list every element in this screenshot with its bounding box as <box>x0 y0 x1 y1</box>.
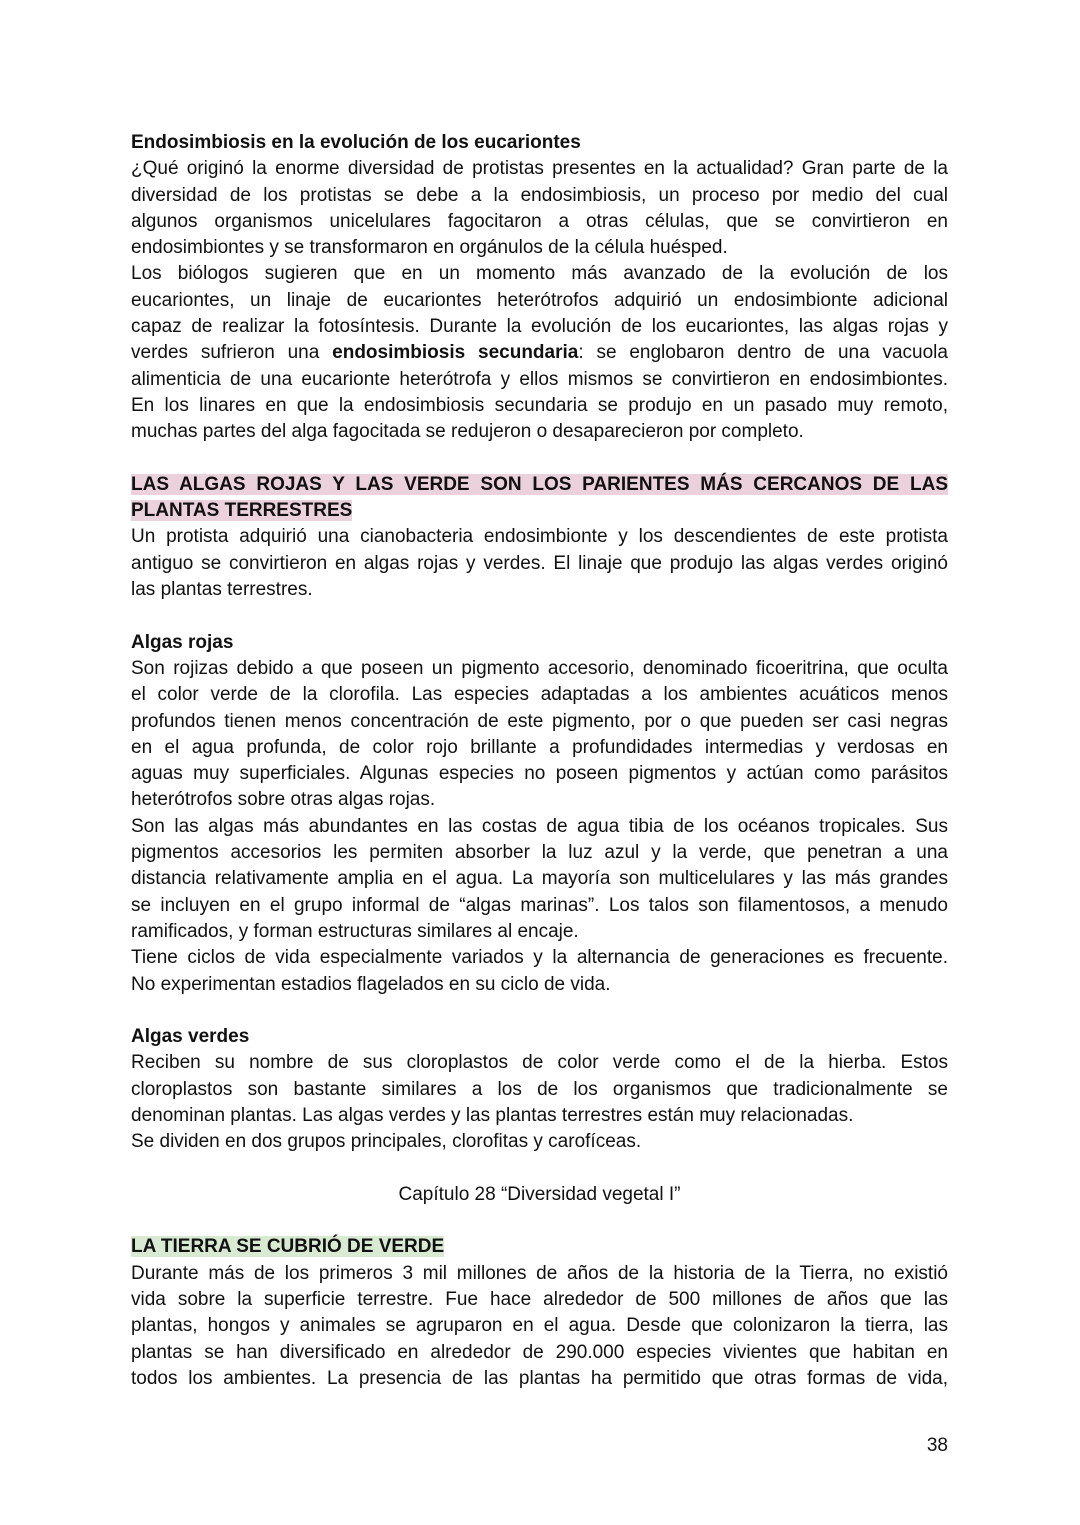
paragraph-line: las plantas terrestres. <box>131 579 313 601</box>
paragraph-line: distancia relativamente amplia en el agua. La mayoría son multicelulares y las más grandes <box>131 868 948 890</box>
paragraph-line: Son rojizas debido a que poseen un pigmento accesorio, denominado ficoeritrina, que oculta <box>131 657 948 679</box>
paragraph-line: Tiene ciclos de vida especialmente variados y la alternancia de generaciones es frecuente. <box>131 947 948 969</box>
chapter-title: Capítulo 28 “Diversidad vegetal I” <box>398 1183 681 1205</box>
text-span: : se englobaron dentro de una vacuola <box>578 342 948 364</box>
paragraph-line: eucariontes, un linaje de eucariontes heterótrofos adquirió un endosimbionte adicional <box>131 289 948 311</box>
paragraph-line: ¿Qué originó la enorme diversidad de protistas presentes en la actualidad? Gran parte de la <box>131 158 948 180</box>
section-heading-tierra <box>131 1234 948 1260</box>
paragraph-line: cloroplastos son bastante similares a los de los organismos que tradicionalmente se <box>131 1078 948 1100</box>
paragraph-line: algunos organismos unicelulares fagocitaron a otras células, que se convirtieron en <box>131 210 948 232</box>
paragraph-line: aguas muy superficiales. Algunas especies no poseen pigmentos y actúan como parásitos <box>131 763 948 785</box>
paragraph-line: plantas, hongos y animales se agruparon en el agua. Desde que colonizaron la tierra, las <box>131 1315 948 1337</box>
paragraph-line: se incluyen en el grupo informal de “algas marinas”. Los talos son filamentosos, a menudo <box>131 894 948 916</box>
paragraph-line: muchas partes del alga fagocitada se redujeron o desaparecieron por completo. <box>131 421 804 443</box>
paragraph-line: ramificados, y forman estructuras similares al encaje. <box>131 920 579 942</box>
spacer <box>131 1156 948 1182</box>
page-number: 38 <box>926 1435 948 1456</box>
bold-term: endosimbiosis secundaria <box>332 342 579 364</box>
paragraph-line: diversidad de los protistas se debe a la endosimbiosis, un proceso por medio del cual <box>131 184 948 206</box>
paragraph-line: todos los ambientes. La presencia de las plantas ha permitido que otras formas de vida, <box>131 1367 948 1389</box>
section-heading-parientes <box>131 472 948 498</box>
section-heading-endosimbiosis: Endosimbiosis en la evolución de los eucariontes <box>131 132 581 153</box>
document-page <box>131 130 948 1392</box>
paragraph-line: heterótrofos sobre otras algas rojas. <box>131 789 436 811</box>
section-heading-parientes-cont <box>131 498 948 524</box>
section-heading-algas-verdes: Algas verdes <box>131 1026 250 1048</box>
paragraph-line: plantas se han diversificado en alrededor de 290.000 especies vivientes que habitan en <box>131 1341 948 1363</box>
highlighted-heading: LA TIERRA SE CUBRIÓ DE VERDE <box>131 1236 445 1258</box>
paragraph-line: vida sobre la superficie terrestre. Fue hace alrededor de 500 millones de años que las <box>131 1289 948 1311</box>
paragraph-line: Son las algas más abundantes en las costas de agua tibia de los océanos tropicales. Sus <box>131 815 948 837</box>
paragraph-line: profundos tienen menos concentración de este pigmento, por o que pueden ser casi negras <box>131 710 948 732</box>
text-span: verdes sufrieron una <box>131 342 333 364</box>
spacer <box>131 1208 948 1234</box>
spacer <box>131 603 948 629</box>
highlighted-heading: LAS ALGAS ROJAS Y LAS VERDE SON LOS PARIENTES MÁS CERCANOS DE LAS <box>131 473 948 495</box>
paragraph-line: pigmentos accesorios les permiten absorber la luz azul y la verde, que penetran a una <box>131 842 948 864</box>
paragraph-line: En los linares en que la endosimbiosis secundaria se produjo en un pasado muy remoto, <box>131 394 948 416</box>
paragraph-line: Los biólogos sugieren que en un momento más avanzado de la evolución de los <box>131 263 948 285</box>
paragraph-line: capaz de realizar la fotosíntesis. Durante la evolución de los eucariontes, las algas rojas y <box>131 316 948 338</box>
section-heading-algas-rojas: Algas rojas <box>131 631 234 653</box>
paragraph-line: Se dividen en dos grupos principales, clorofitas y carofíceas. <box>131 1131 642 1153</box>
paragraph-line: Durante más de los primeros 3 mil millones de años de la historia de la Tierra, no existió <box>131 1262 948 1284</box>
paragraph-line: en el agua profunda, de color rojo brillante a profundidades intermedias y verdosas en <box>131 736 948 758</box>
paragraph-line: endosimbiontes y se transformaron en orgánulos de la célula huésped. <box>131 237 728 259</box>
paragraph-line: Un protista adquirió una cianobacteria endosimbionte y los descendientes de este protista <box>131 526 948 548</box>
paragraph-line: Reciben su nombre de sus cloroplastos de color verde como el de la hierba. Estos <box>131 1052 948 1074</box>
spacer <box>131 998 948 1024</box>
paragraph-line-with-bold <box>131 340 948 366</box>
paragraph-line: denominan plantas. Las algas verdes y las plantas terrestres están muy relacionadas. <box>131 1104 854 1126</box>
highlighted-heading: PLANTAS TERRESTRES <box>131 500 353 522</box>
paragraph-line: alimenticia de una eucarionte heterótrofa y ellos mismos se convirtieron en endosimbiontes. <box>131 368 948 390</box>
paragraph-line: antiguo se convirtieron en algas rojas y verdes. El linaje que produjo las algas verdes originó <box>131 552 948 574</box>
paragraph-line: el color verde de la clorofila. Las especies adaptadas a los ambientes acuáticos menos <box>131 684 948 706</box>
spacer <box>131 446 948 472</box>
paragraph-line: No experimentan estadios flagelados en su ciclo de vida. <box>131 973 611 995</box>
